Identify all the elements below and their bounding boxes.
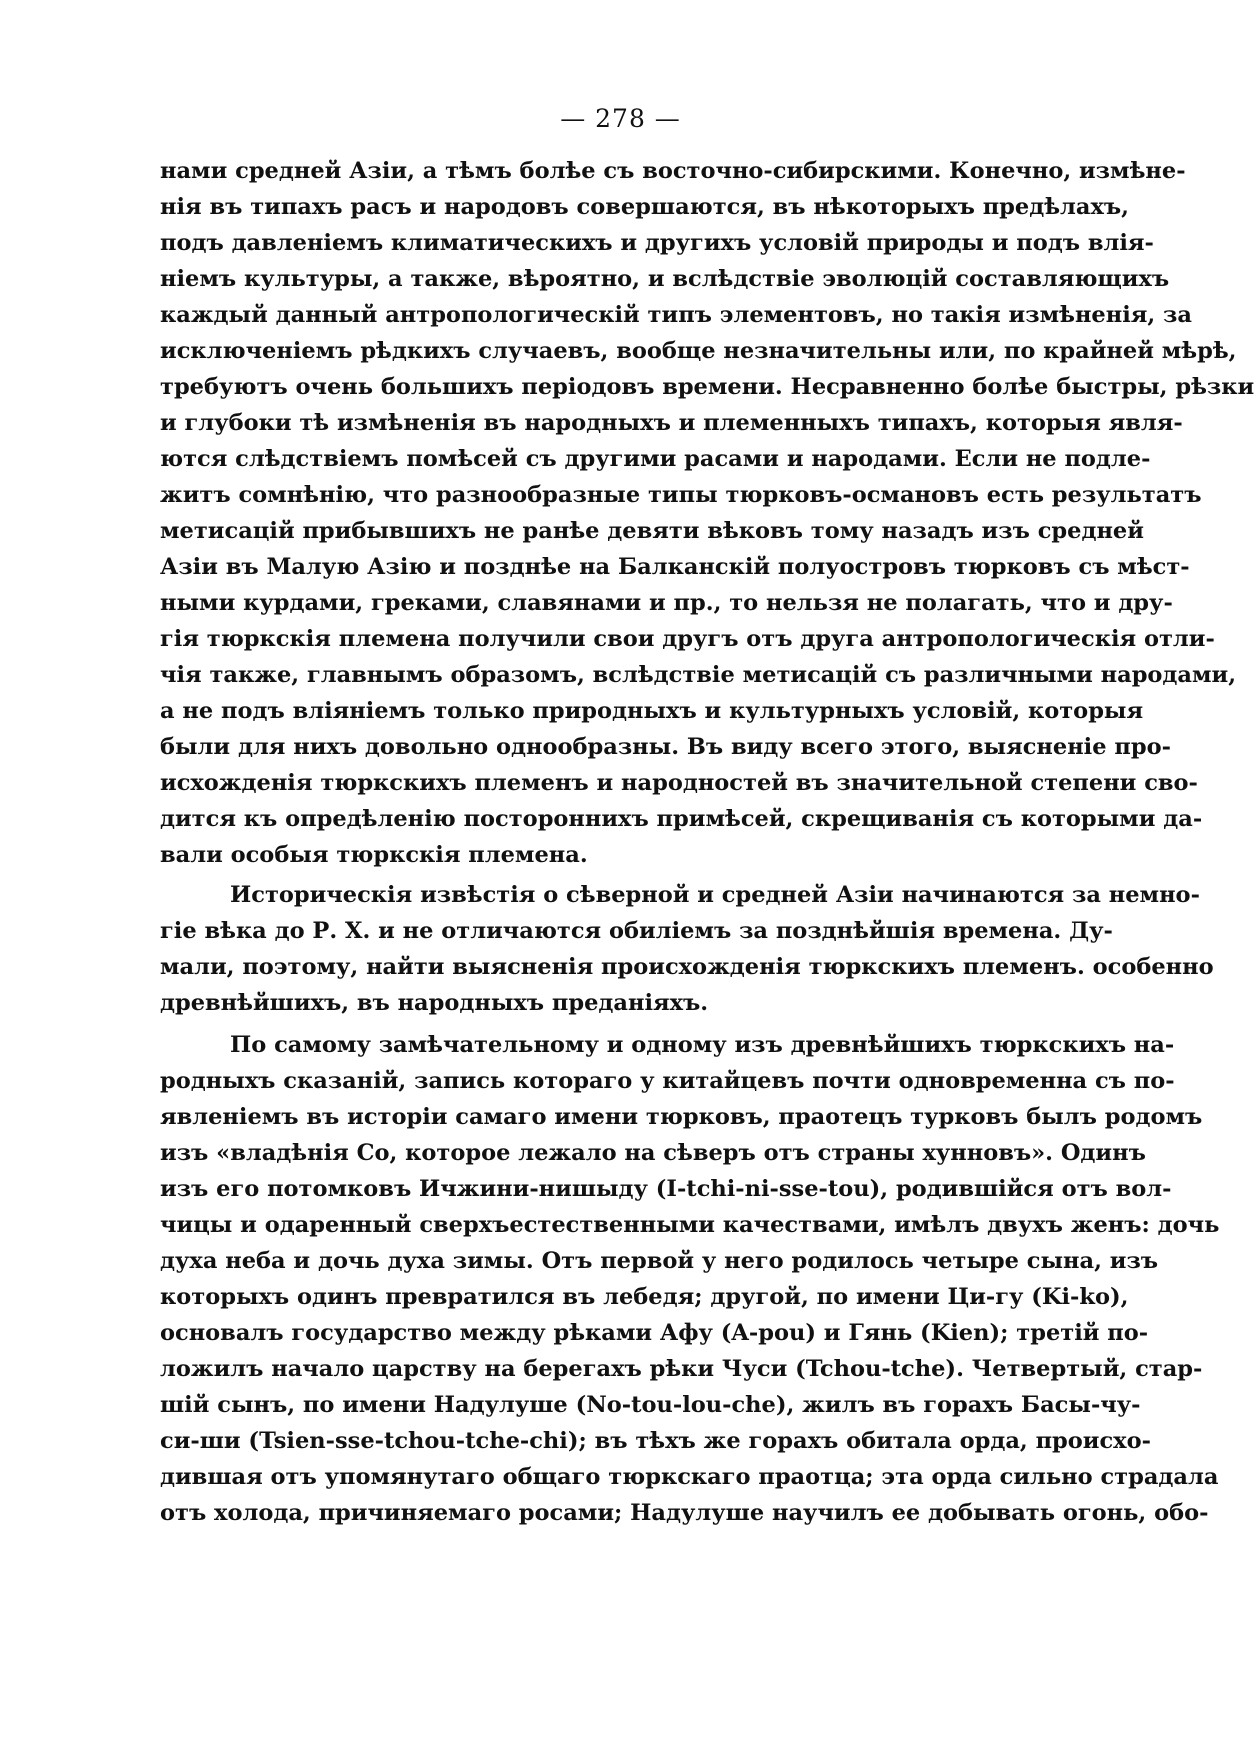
text-line: подъ давленіемъ климатическихъ и другихъ условій природы и подъ влія-: [160, 230, 1154, 256]
text-line: исхожденія тюркскихъ племенъ и народностей въ значительной степени сво-: [160, 770, 1198, 796]
text-line: житъ сомнѣнію, что разнообразные типы тюрковъ-османовъ есть результатъ: [160, 482, 1202, 508]
text-line: ются слѣдствіемъ помѣсей съ другими расами и народами. Если не подле-: [160, 446, 1151, 472]
text-line: гіе вѣка до Р. Х. и не отличаются обиліемъ за позднѣйшія времена. Ду-: [160, 918, 1113, 944]
text-line: каждый данный антропологическій типъ элементовъ, но такія измѣненія, за: [160, 302, 1192, 328]
text-line: древнѣйшихъ, въ народныхъ преданіяхъ.: [160, 990, 709, 1016]
text-line: чицы и одаренный сверхъестественными качествами, имѣлъ двухъ женъ: дочь: [160, 1212, 1220, 1238]
text-line: гія тюркскія племена получили свои другъ отъ друга антропологическія отли-: [160, 626, 1215, 652]
text-line: метисацій прибывшихъ не ранѣе девяти вѣковъ тому назадъ изъ средней: [160, 518, 1144, 544]
text-line: ніемъ культуры, а также, вѣроятно, и вслѣдствіе эволюцій составляющихъ: [160, 266, 1170, 292]
text-line: вали особыя тюркскія племена.: [160, 842, 588, 868]
text-line: и глубоки тѣ измѣненія въ народныхъ и племенныхъ типахъ, которыя явля-: [160, 410, 1183, 436]
text-line: шій сынъ, по имени Надулуше (No-tou-lou-che), жилъ въ горахъ Басы-чу-: [160, 1392, 1141, 1418]
text-line: родныхъ сказаній, запись котораго у китайцевъ почти одновременна съ по-: [160, 1068, 1175, 1094]
text-line: По самому замѣчательному и одному изъ древнѣйшихъ тюркскихъ на-: [230, 1032, 1175, 1058]
text-line: изъ «владѣнія Со, которое лежало на сѣверъ отъ страны хунновъ». Одинъ: [160, 1140, 1146, 1166]
text-line: нія въ типахъ расъ и народовъ совершаются, въ нѣкоторыхъ предѣлахъ,: [160, 194, 1129, 220]
text-line: исключеніемъ рѣдкихъ случаевъ, вообще незначительны или, по крайней мѣрѣ,: [160, 338, 1237, 364]
text-line: которыхъ одинъ превратился въ лебедя; другой, по имени Ци-гу (Ki-ko),: [160, 1284, 1129, 1310]
text-line: си-ши (Tsien-sse-tchou-tche-chi); въ тѣхъ же горахъ обитала орда, происхо-: [160, 1428, 1151, 1454]
text-line: дится къ опредѣленію постороннихъ примѣсей, скрещиванія съ которыми да-: [160, 806, 1203, 832]
text-line: основалъ государство между рѣками Афу (A-pou) и Гянь (Kien); третій по-: [160, 1320, 1149, 1346]
text-line: были для нихъ довольно однообразны. Въ виду всего этого, выясненіе про-: [160, 734, 1171, 760]
text-line: ложилъ начало царству на берегахъ рѣки Чуси (Tchou-tche). Четвертый, стар-: [160, 1356, 1203, 1382]
page-number: — 278 —: [560, 104, 681, 133]
text-line: нами средней Азіи, а тѣмъ болѣе съ восточно-сибирскими. Конечно, измѣне-: [160, 158, 1186, 184]
text-line: духа неба и дочь духа зимы. Отъ первой у него родилось четыре сына, изъ: [160, 1248, 1159, 1274]
text-line: изъ его потомковъ Ичжини-нишыду (I-tchi-ni-sse-tou), родившійся отъ вол-: [160, 1176, 1172, 1202]
text-line: чія также, главнымъ образомъ, вслѣдствіе метисацій съ различными народами,: [160, 662, 1237, 688]
text-line: дившая отъ упомянутаго общаго тюркскаго праотца; эта орда сильно страдала: [160, 1464, 1219, 1490]
text-line: мали, поэтому, найти выясненія происхожденія тюркскихъ племенъ. особенно: [160, 954, 1214, 980]
text-line: отъ холода, причиняемаго росами; Надулуше научилъ ее добывать огонь, обо-: [160, 1500, 1209, 1526]
text-line: а не подъ вліяніемъ только природныхъ и культурныхъ условій, которыя: [160, 698, 1144, 724]
text-line: Азіи въ Малую Азію и позднѣе на Балканскій полуостровъ тюрковъ съ мѣст-: [160, 554, 1190, 580]
text-line: явленіемъ въ исторіи самаго имени тюрковъ, праотецъ турковъ былъ родомъ: [160, 1104, 1203, 1130]
text-line: ными курдами, греками, славянами и пр., то нельзя не полагать, что и дру-: [160, 590, 1173, 616]
text-line: Историческія извѣстія о сѣверной и средней Азіи начинаются за немно-: [230, 882, 1200, 908]
text-line: требуютъ очень большихъ періодовъ времени. Несравненно болѣе быстры, рѣзки: [160, 374, 1254, 400]
